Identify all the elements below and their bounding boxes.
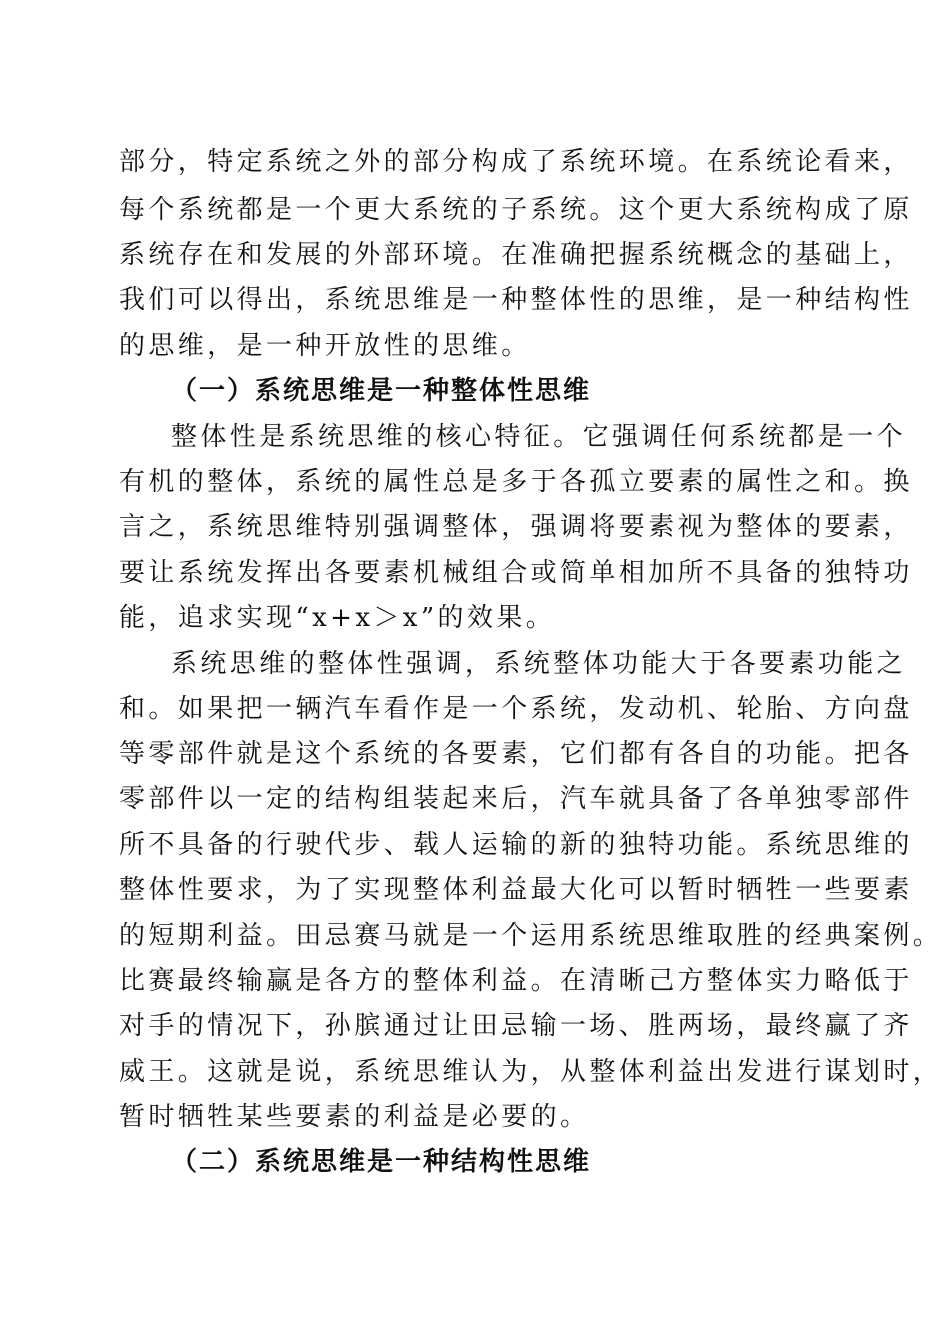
section-heading-2: （二）系统思维是一种结构性思维 — [171, 1147, 592, 1177]
paragraph-start: 系统思维的整体性强调，系统整体功能大于各要素功能之 — [171, 649, 907, 679]
text-line: 和。如果把一辆汽车看作是一个系统，发动机、轮胎、方向盘 — [119, 694, 913, 724]
text-line: 系统存在和发展的外部环境。在准确把握系统概念的基础上， — [119, 240, 913, 270]
text-line: 比赛最终输赢是各方的整体利益。在清晰己方整体实力略低于 — [119, 966, 913, 996]
text-line: 每个系统都是一个更大系统的子系统。这个更大系统构成了原 — [119, 195, 913, 225]
text-line: 能，追求实现“x+x＞x”的效果。 — [119, 603, 556, 633]
text-line: 暂时牺牲某些要素的利益是必要的。 — [119, 1102, 590, 1132]
text-line: 等零部件就是这个系统的各要素，它们都有各自的功能。把各 — [119, 739, 913, 769]
text-line: 我们可以得出，系统思维是一种整体性的思维，是一种结构性 — [119, 285, 913, 315]
paragraph-start: 整体性是系统思维的核心特征。它强调任何系统都是一个 — [171, 422, 907, 452]
text-line: 所不具备的行驶代步、载人运输的新的独特功能。系统思维的 — [119, 830, 913, 860]
text-line: 言之，系统思维特别强调整体，强调将要素视为整体的要素， — [119, 512, 913, 542]
text-line: 的短期利益。田忌赛马就是一个运用系统思维取胜的经典案例。 — [119, 921, 943, 951]
text-line: 部分，特定系统之外的部分构成了系统环境。在系统论看来， — [119, 147, 913, 177]
text-line: 对手的情况下，孙膑通过让田忌输一场、胜两场，最终赢了齐 — [119, 1011, 913, 1041]
section-heading-1: （一）系统思维是一种整体性思维 — [171, 376, 592, 406]
text-line: 整体性要求，为了实现整体利益最大化可以暂时牺牲一些要素 — [119, 875, 913, 905]
text-line: 零部件以一定的结构组装起来后，汽车就具备了各单独零部件 — [119, 784, 913, 814]
text-line: 有机的整体，系统的属性总是多于各孤立要素的属性之和。换 — [119, 467, 913, 497]
text-line: 威王。这就是说，系统思维认为，从整体利益出发进行谋划时， — [119, 1057, 943, 1087]
text-line: 要让系统发挥出各要素机械组合或简单相加所不具备的独特功 — [119, 558, 913, 588]
text-line: 的思维，是一种开放性的思维。 — [119, 331, 531, 361]
